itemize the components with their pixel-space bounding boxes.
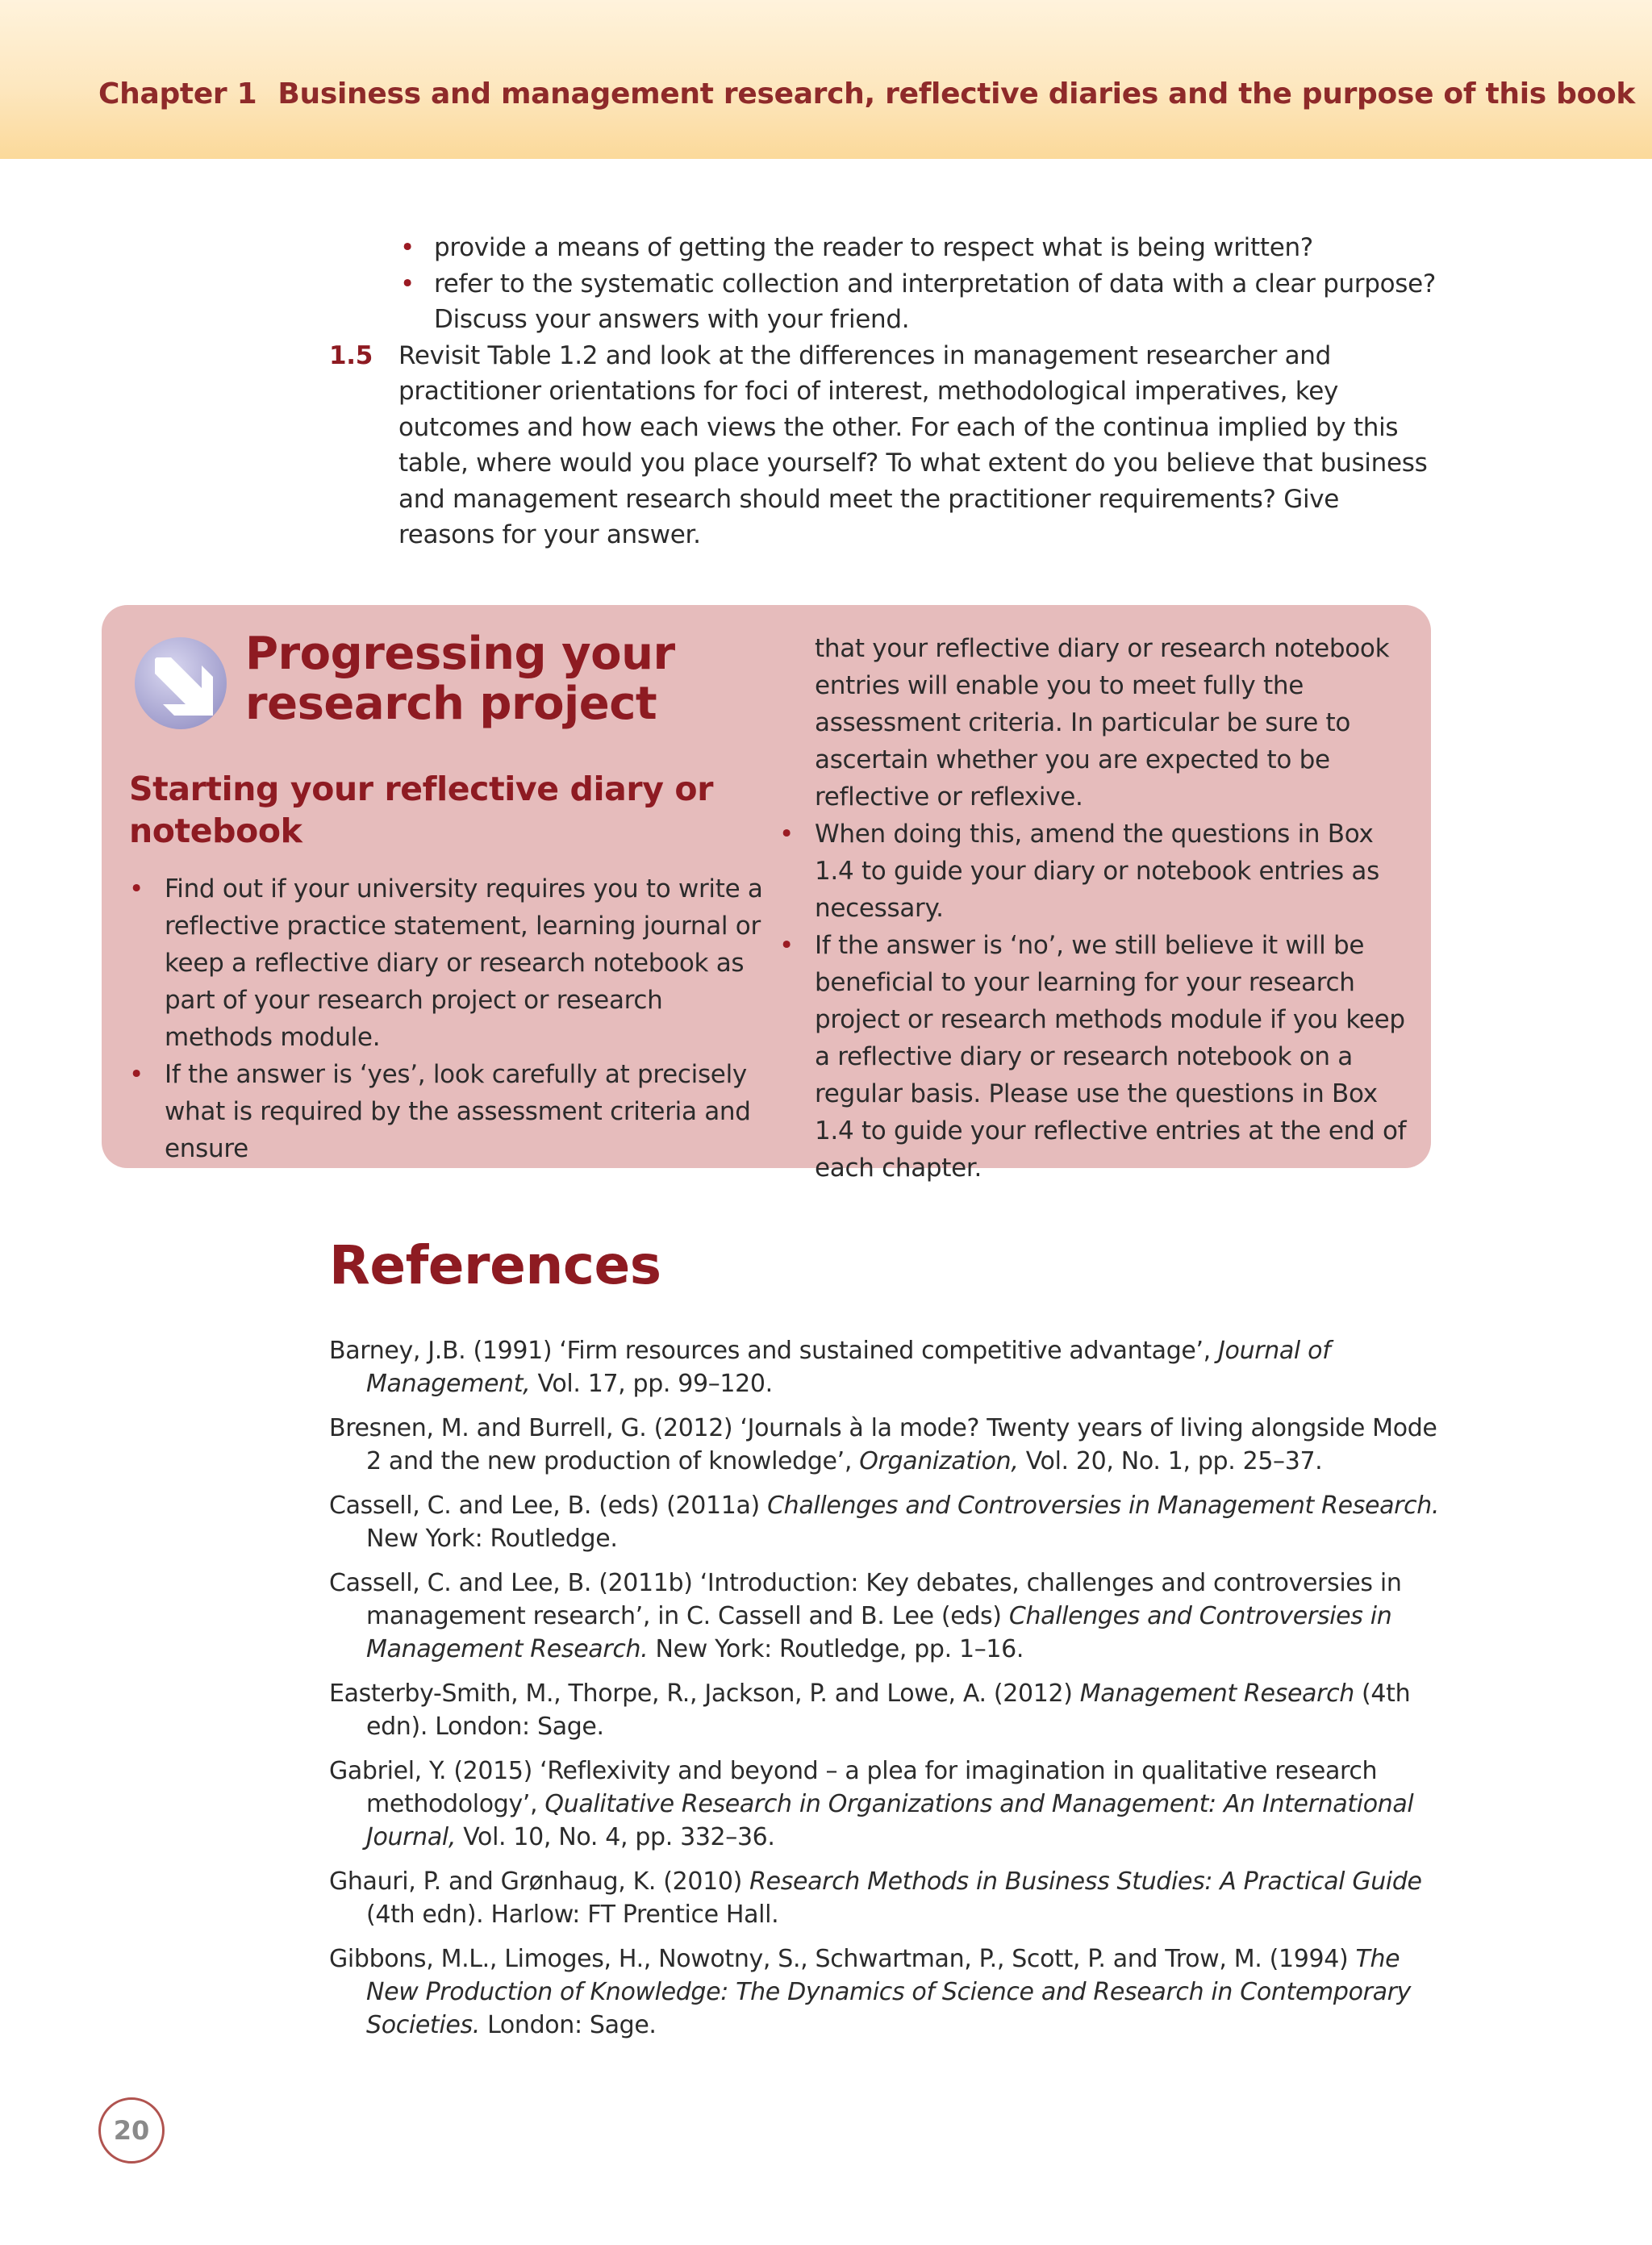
reference-details: (4th edn). London: Sage. — [366, 1680, 1411, 1741]
reference-entry — [329, 1567, 1442, 1666]
reference-entry — [329, 1755, 1442, 1854]
reference-entry — [329, 1334, 1442, 1400]
reference-source: Journal of Management, — [366, 1337, 1331, 1398]
references-heading: References — [329, 1234, 661, 1296]
reference-details: New York: Routledge. — [366, 1525, 618, 1553]
reference-text: Cassell, C. and Lee, B. (eds) (2011a) — [329, 1492, 768, 1520]
reference-details: Vol. 20, No. 1, pp. 25–37. — [1018, 1447, 1323, 1475]
box-bullet-item: • If the answer is ‘no’, we still believe it will be beneficial to your learning for your research project or research methods module if you keep a reflective diary or research notebook on a regular basis. Please use the questions in Box 1.4 to guide your reflective entries at the end of each chapter. — [779, 927, 1416, 1187]
box-right-column — [779, 630, 1416, 1187]
chapter-label: Chapter 1 — [98, 77, 257, 111]
reference-text: Ghauri, P. and Grønhaug, K. (2010) — [329, 1867, 750, 1896]
reference-details: New York: Routledge, pp. 1–16. — [648, 1635, 1024, 1663]
reference-text: Cassell, C. and Lee, B. (2011b) ‘Introduction: Key debates, challenges and controversies in management research’, in C. Cassell and B. Lee (eds) — [329, 1569, 1402, 1630]
reference-details: (4th edn). Harlow: FT Prentice Hall. — [366, 1901, 779, 1929]
reference-source: Research Methods in Business Studies: A Practical Guide — [749, 1867, 1422, 1896]
box-bullet-item: • Find out if your university requires you to write a reflective practice statement, learning journal or keep a reflective diary or research notebook as part of your research project or research methods module. — [129, 870, 774, 1056]
reference-source: Challenges and Controversies in Management Research. — [767, 1492, 1440, 1520]
box-bullet-item: • When doing this, amend the questions in Box 1.4 to guide your diary or notebook entries as necessary. — [779, 816, 1416, 927]
reference-text: Easterby-Smith, M., Thorpe, R., Jackson, P. and Lowe, A. (2012) — [329, 1680, 1080, 1708]
question-number: 1.5 — [329, 340, 373, 370]
arrow-down-right-icon — [132, 635, 229, 732]
reference-source: Challenges and Controversies in Management Research. — [366, 1602, 1392, 1663]
chapter-header-band — [0, 0, 1652, 159]
reference-source: Qualitative Research in Organizations and Management: An International Journal, — [366, 1790, 1414, 1851]
reference-entry — [329, 1489, 1442, 1555]
reference-entry — [329, 1865, 1442, 1931]
reference-entry — [329, 1677, 1442, 1743]
question-instruction: Discuss your answers with your friend. — [434, 305, 910, 334]
box-title: Progressing your research project — [245, 628, 675, 730]
reference-details: London: Sage. — [479, 2011, 657, 2039]
box-subtitle: Starting your reflective diary or notebook — [129, 770, 714, 850]
page-number: 20 — [98, 2097, 165, 2164]
reference-source: The New Production of Knowledge: The Dynamics of Science and Research in Contemporary Societies. — [366, 1945, 1412, 2039]
question-1-5 — [329, 338, 1442, 553]
question-bullet: • refer to the systematic collection and interpretation of data with a clear purpose? — [329, 266, 1442, 303]
question-text: Revisit Table 1.2 and look at the differences in management researcher and practitioner orientations for foci of interest, methodological imperatives, key outcomes and how each views the other. For each of the continua implied by this table, where would you place yourself? To what extent do you believe that business and management research should meet the practitioner requirements? Give reasons for your answer. — [398, 340, 1428, 549]
chapter-title: Business and management research, reflective diaries and the purpose of this book — [277, 77, 1636, 111]
reference-details: Vol. 10, No. 4, pp. 332–36. — [456, 1823, 775, 1851]
chapter-running-head — [98, 77, 1635, 111]
reference-text: Gibbons, M.L., Limoges, H., Nowotny, S., Schwartman, P., Scott, P. and Trow, M. (1994) — [329, 1945, 1356, 1973]
reference-text: Bresnen, M. and Burrell, G. (2012) ‘Journals à la mode? Twenty years of living alongside Mode 2 and the new production of knowledge’, — [329, 1414, 1437, 1475]
box-left-column — [129, 870, 774, 1167]
reference-text: Barney, J.B. (1991) ‘Firm resources and sustained competitive advantage’, — [329, 1337, 1219, 1365]
reference-source: Management Research — [1079, 1680, 1354, 1708]
reference-details: Vol. 17, pp. 99–120. — [530, 1370, 773, 1398]
box-bullet-item: • If the answer is ‘yes’, look carefully at precisely what is required by the assessment criteria and ensure — [129, 1056, 774, 1167]
reference-entry — [329, 1412, 1442, 1478]
reference-list — [329, 1334, 1442, 2053]
question-bullet: • provide a means of getting the reader to respect what is being written? — [329, 230, 1442, 266]
review-questions — [329, 230, 1442, 553]
reference-entry — [329, 1942, 1442, 2042]
box-continued-text: that your reflective diary or research notebook entries will enable you to meet fully the assessment criteria. In particular be sure to ascertain whether you are expected to be reflective or reflexive. — [815, 634, 1390, 812]
reference-source: Organization, — [859, 1447, 1019, 1475]
reference-text: Gabriel, Y. (2015) ‘Reflexivity and beyond – a plea for imagination in qualitative research methodology’, — [329, 1757, 1378, 1818]
